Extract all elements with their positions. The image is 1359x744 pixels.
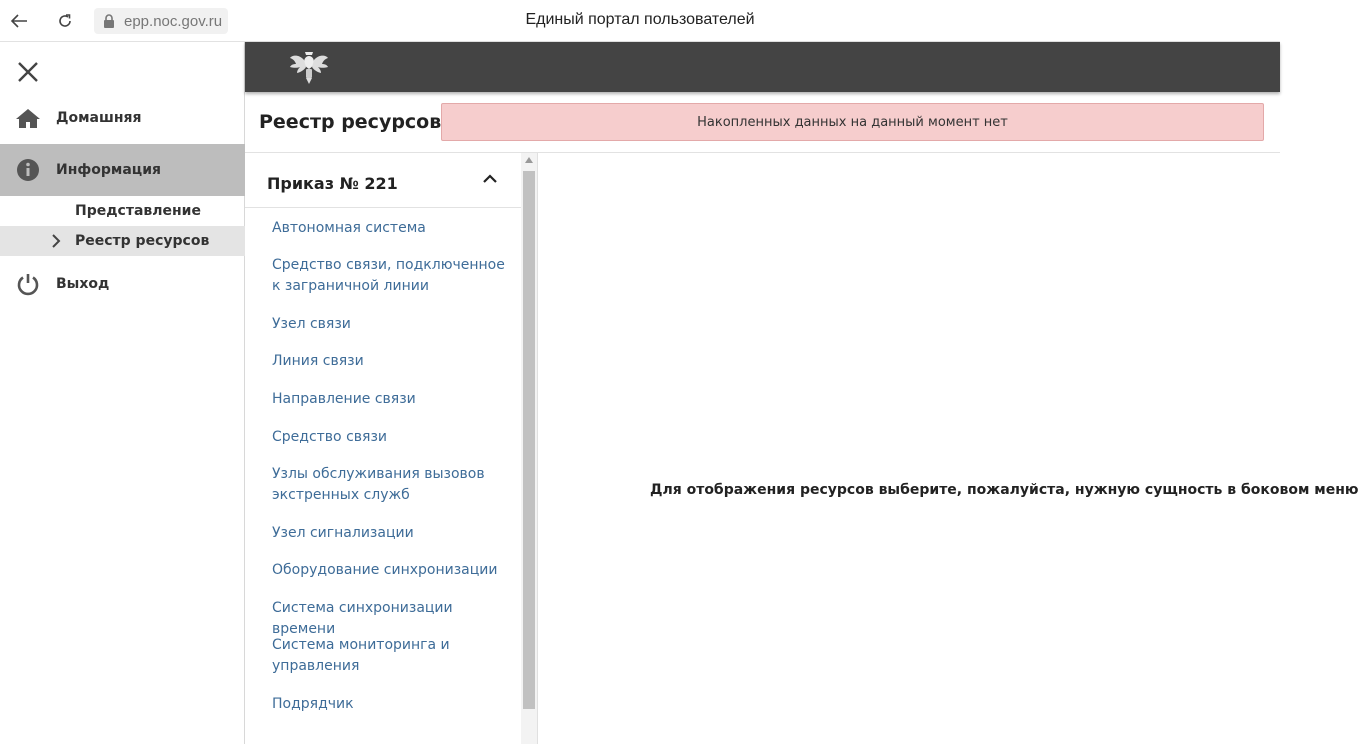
menu-link-comm-node[interactable]: Узел связи: [272, 316, 351, 332]
home-icon: [0, 107, 56, 129]
sidebar-subitem-resource-registry[interactable]: [0, 226, 245, 256]
info-icon: [0, 158, 56, 182]
resource-menu: [245, 153, 538, 744]
coat-of-arms-icon[interactable]: [287, 48, 331, 88]
menu-link-foreign-line-device[interactable]: Средство связи, подключенное к заграничной линии: [272, 257, 505, 294]
power-icon: [0, 272, 56, 296]
sidebar-item-label: Домашняя: [56, 110, 142, 126]
chevron-right-icon: [51, 233, 61, 253]
page-title: Единый портал пользователей: [525, 11, 755, 28]
menu-link-emergency-nodes[interactable]: Узлы обслуживания вызовов экстренных служб: [272, 466, 485, 503]
menu-link-autonomous-system[interactable]: Автономная система: [272, 220, 426, 236]
menu-link-comm-line[interactable]: Линия связи: [272, 353, 364, 369]
menu-scrollbar-thumb[interactable]: [523, 171, 535, 709]
menu-section-header[interactable]: [245, 153, 521, 208]
menu-link-signaling-node[interactable]: Узел сигнализации: [272, 525, 414, 541]
close-icon[interactable]: [14, 58, 42, 86]
alert-text: Накопленных данных на данный момент нет: [697, 114, 1008, 130]
menu-link-sync-equipment[interactable]: Оборудование синхронизации: [272, 562, 498, 578]
menu-link-contractor[interactable]: Подрядчик: [272, 696, 354, 712]
sidebar: [0, 42, 245, 744]
menu-link-time-sync-system[interactable]: Система синхронизации времени: [272, 600, 453, 637]
menu-link-comm-direction[interactable]: Направление связи: [272, 391, 416, 407]
registry-title: Реестр ресурсов: [259, 111, 442, 133]
menu-section-title: Приказ № 221: [267, 174, 398, 193]
sidebar-item-label: Информация: [56, 162, 161, 178]
menu-link-monitoring-system[interactable]: Система мониторинга и управления: [272, 637, 450, 674]
sidebar-item-info[interactable]: [0, 144, 245, 196]
select-entity-hint: Для отображения ресурсов выберите, пожалуйста, нужную сущность в боковом меню: [650, 482, 1359, 498]
sidebar-item-label: Выход: [56, 276, 110, 292]
sidebar-subitem-label: Представление: [75, 203, 201, 219]
chevron-up-icon[interactable]: [481, 171, 499, 190]
no-data-alert: [441, 103, 1264, 141]
sidebar-subitem-presentation[interactable]: [0, 196, 245, 226]
browser-toolbar: [0, 0, 1280, 42]
sidebar-item-home[interactable]: [0, 98, 245, 138]
menu-link-comm-device[interactable]: Средство связи: [272, 429, 387, 445]
url-text: epp.noc.gov.ru: [124, 12, 223, 30]
scroll-up-arrow-icon[interactable]: [525, 157, 533, 163]
sidebar-subitem-label: Реестр ресурсов: [75, 233, 210, 249]
top-header: [245, 42, 1280, 92]
sidebar-item-logout[interactable]: [0, 264, 245, 304]
